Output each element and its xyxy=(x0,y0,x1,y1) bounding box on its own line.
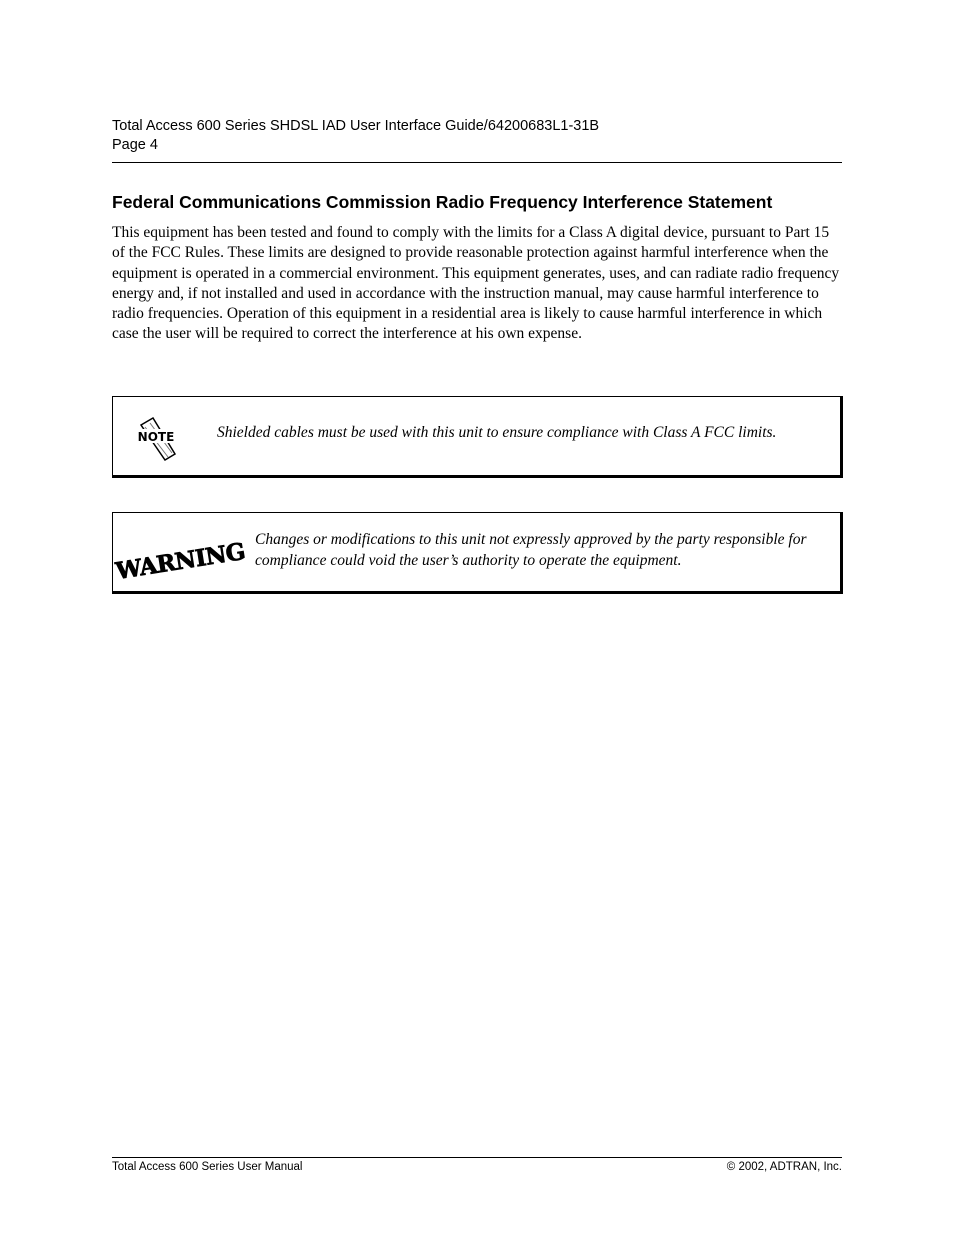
note-callout xyxy=(112,396,843,478)
note-text: Shielded cables must be used with this unit to ensure compliance with Class A FCC limits. xyxy=(217,424,777,441)
footer-divider xyxy=(112,1157,842,1158)
section-title: Federal Communications Commission Radio Frequency Interference Statement xyxy=(112,192,773,212)
footer-manual-title: Total Access 600 Series User Manual xyxy=(112,1161,303,1173)
warning-icon xyxy=(113,533,247,585)
page-header xyxy=(112,117,842,155)
page-number: Page 4 xyxy=(112,137,158,153)
header-divider xyxy=(112,162,842,163)
note-icon xyxy=(137,417,181,461)
warning-callout xyxy=(112,512,843,594)
warning-text: Changes or modifications to this unit not expressly approved by the party responsible for compliance could void the user’s authority to operate the equipment. xyxy=(255,531,807,569)
svg-text:NOTE: NOTE xyxy=(137,430,175,444)
section-body: This equipment has been tested and found to comply with the limits for a Class A digital device, pursuant to Part 15 of the FCC Rules. These limits are designed to provide reasonable protection against harmful interference when the equipment is operated in a commercial environment. This equipment generates, uses, and can radiate radio frequency energy and, if not installed and used in accordance with the instruction manual, may cause harmful interference to radio frequencies. Operation of this equipment in a residential area is likely to cause harmful interference in which case the user will be required to correct the interference at his own expense. xyxy=(112,224,840,343)
document-title: Total Access 600 Series SHDSL IAD User Interface Guide/64200683L1-31B xyxy=(112,118,600,134)
footer-copyright: © 2002, ADTRAN, Inc. xyxy=(726,1161,842,1173)
svg-text:WARNING: WARNING xyxy=(113,537,247,585)
